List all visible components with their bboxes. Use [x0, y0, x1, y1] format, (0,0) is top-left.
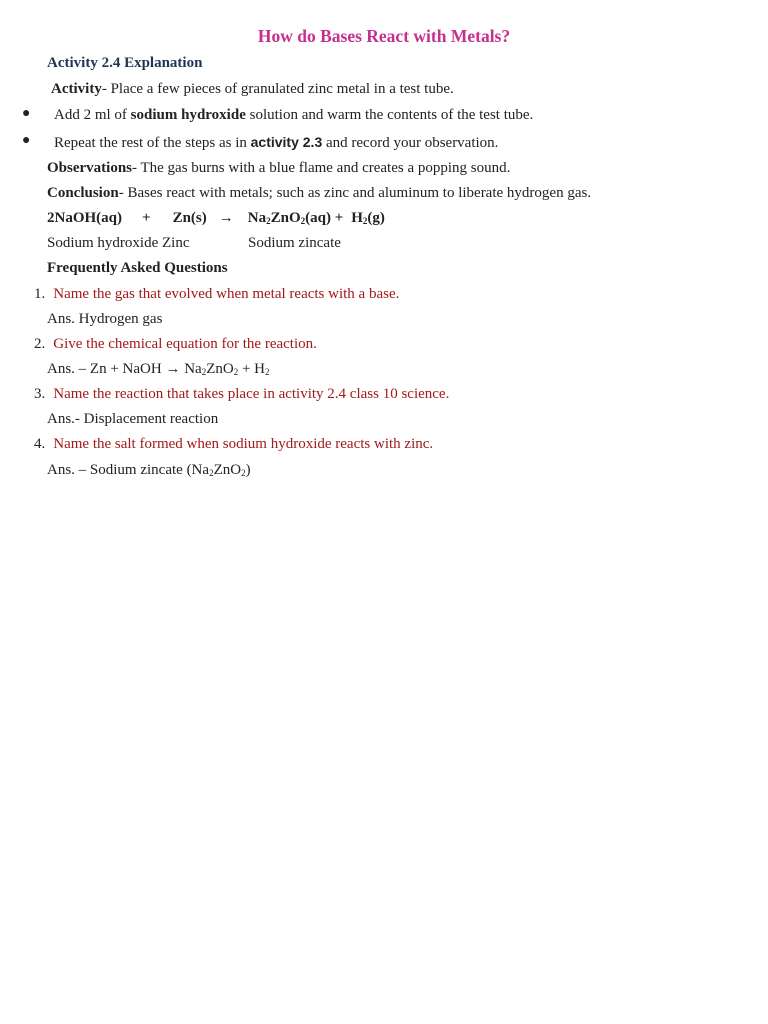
faq-answer-1: Ans. Hydrogen gas	[47, 311, 163, 327]
bullet-1-bold: sodium hydroxide	[130, 107, 246, 123]
bullet-2-pre: Repeat the rest of the steps as in	[54, 135, 251, 151]
faq-number: 3.	[34, 386, 46, 402]
equation-arrow: →	[218, 210, 234, 226]
bullet-2-bold: activity 2.3	[250, 134, 323, 150]
reactant-names: Sodium hydroxide Zinc	[47, 235, 190, 251]
bullet-dot: ●	[22, 106, 31, 121]
activity-label: Activity	[51, 81, 102, 97]
equation-product-1: $Na_2ZnO_2(aq)$ +	[247, 210, 344, 226]
equation-zn: Zn(s)	[172, 210, 207, 226]
bullet-dot: ●	[22, 133, 31, 148]
bullet-1-pre: Add 2 ml of	[54, 107, 131, 123]
activity-text: - Place a few pieces of granulated zinc metal in a test tube.	[101, 81, 454, 97]
faq-question-2	[34, 336, 317, 353]
activity-paragraph	[51, 81, 454, 98]
page-title: How do Bases React with Metals?	[257, 26, 511, 46]
faq-question-3	[34, 386, 449, 403]
conclusion-paragraph	[47, 185, 591, 202]
bullet-item-1	[54, 107, 533, 124]
equation-product-2: $H_2(g)$	[351, 210, 385, 226]
faq-question-4	[34, 436, 433, 453]
faq-number: 1.	[34, 286, 46, 302]
observations-label: Observations	[47, 160, 133, 176]
conclusion-label: Conclusion	[47, 185, 119, 201]
observations-text: - The gas burns with a blue flame and creates a popping sound.	[132, 160, 511, 176]
faq-number: 4.	[34, 436, 46, 452]
equation-plus: +	[142, 210, 151, 226]
faq-question-text: Give the chemical equation for the reaction.	[53, 336, 317, 352]
faq-answer-4: Ans. – Sodium zincate $(Na_2ZnO_2)$	[47, 462, 251, 478]
faq-question-text: Name the reaction that takes place in activity 2.4 class 10 science.	[53, 386, 450, 402]
faq-question-text: Name the gas that evolved when metal reacts with a base.	[53, 286, 400, 302]
bullet-2-post: and record your observation.	[322, 135, 499, 151]
chemical-equation	[47, 210, 385, 227]
faq-question-text: Name the salt formed when sodium hydroxide reacts with zinc.	[53, 436, 434, 452]
faq-answer-3: Ans.- Displacement reaction	[47, 411, 219, 427]
equation-naoh: 2NaOH(aq)	[47, 210, 122, 226]
bullet-1-post: solution and warm the contents of the test tube.	[245, 107, 534, 123]
faq-heading: Frequently Asked Questions	[47, 260, 228, 276]
bullet-item-2	[54, 134, 498, 152]
activity-heading: Activity 2.4 Explanation	[47, 55, 203, 71]
observations-paragraph	[47, 160, 510, 177]
faq-answer-2: Ans. – Zn + NaOH → $Na_2ZnO_2 + H_2$	[47, 361, 270, 377]
conclusion-text: - Bases react with metals; such as zinc and aluminum to liberate hydrogen gas.	[118, 185, 592, 201]
faq-number: 2.	[34, 336, 46, 352]
product-name: Sodium zincate	[248, 235, 341, 251]
faq-question-1	[34, 286, 399, 303]
